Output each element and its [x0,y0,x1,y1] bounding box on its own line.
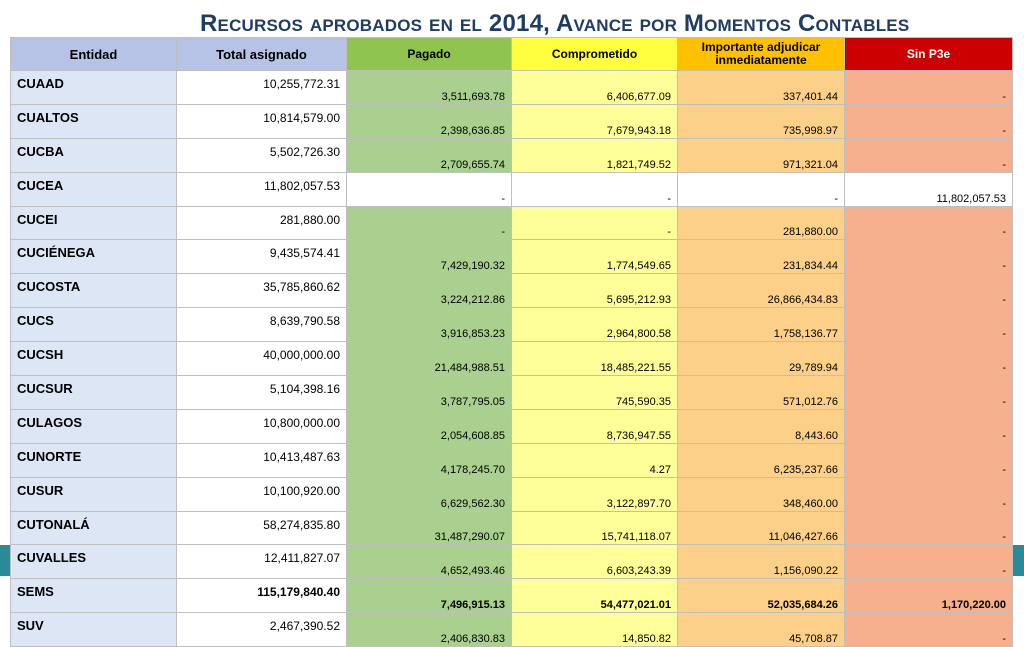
comprometido-cell: 54,477,021.01 [512,579,678,613]
sin-p3e-cell: - [845,71,1013,105]
pagado-cell: 7,429,190.32 [347,240,512,274]
entity-cell: CUCS [11,308,177,342]
comprometido-cell: 2,964,800.58 [512,308,678,342]
importante-adjudicar-cell: 26,866,434.83 [678,274,845,308]
table-row [11,206,1013,240]
total-asignado-cell: 2,467,390.52 [177,613,347,647]
importante-adjudicar-cell: - [678,172,845,206]
total-asignado-cell: 9,435,574.41 [177,240,347,274]
total-asignado-cell: 58,274,835.80 [177,511,347,545]
sin-p3e-cell: - [845,511,1013,545]
entity-cell: CUVALLES [11,545,177,579]
sin-p3e-cell: - [845,308,1013,342]
importante-adjudicar-cell: 6,235,237.66 [678,443,845,477]
sin-p3e-cell: - [845,274,1013,308]
importante-adjudicar-cell: 971,321.04 [678,138,845,172]
budget-table [10,37,1013,647]
importante-adjudicar-cell: 52,035,684.26 [678,579,845,613]
table-body [11,71,1013,647]
entity-cell: CUCEI [11,206,177,240]
pagado-cell: 21,484,988.51 [347,342,512,376]
total-asignado-cell: 10,255,772.31 [177,71,347,105]
sin-p3e-cell: - [845,545,1013,579]
comprometido-cell: 6,603,243.39 [512,545,678,579]
importante-adjudicar-cell: 337,401.44 [678,71,845,105]
comprometido-cell: 14,850.82 [512,613,678,647]
sin-p3e-cell: - [845,240,1013,274]
entity-cell: CUCOSTA [11,274,177,308]
total-asignado-cell: 11,802,057.53 [177,172,347,206]
table-row [11,477,1013,511]
pagado-cell: - [347,206,512,240]
entity-cell: CUCSH [11,342,177,376]
pagado-cell: 31,487,290.07 [347,511,512,545]
table-row [11,545,1013,579]
sin-p3e-cell: - [845,206,1013,240]
table-row [11,274,1013,308]
table-row [11,613,1013,647]
sin-p3e-cell: - [845,138,1013,172]
total-asignado-cell: 281,880.00 [177,206,347,240]
entity-cell: SEMS [11,579,177,613]
comprometido-cell: 1,821,749.52 [512,138,678,172]
entity-cell: CUCSUR [11,376,177,410]
total-asignado-cell: 10,100,920.00 [177,477,347,511]
sin-p3e-cell: - [845,376,1013,410]
pagado-cell: 3,511,693.78 [347,71,512,105]
pagado-cell: 4,178,245.70 [347,443,512,477]
comprometido-cell: 4.27 [512,443,678,477]
comprometido-cell: 745,590.35 [512,376,678,410]
entity-cell: CUCEA [11,172,177,206]
header-entidad: Entidad [11,38,177,71]
sin-p3e-cell: 1,170,220.00 [845,579,1013,613]
comprometido-cell: 7,679,943.18 [512,104,678,138]
pagado-cell: 6,629,562.30 [347,477,512,511]
importante-adjudicar-cell: 45,708.87 [678,613,845,647]
table-row [11,240,1013,274]
pagado-cell: 2,054,608.85 [347,409,512,443]
comprometido-cell: 3,122,897.70 [512,477,678,511]
entity-cell: CUCIÉNEGA [11,240,177,274]
comprometido-cell: 1,774,549.65 [512,240,678,274]
comprometido-cell: 15,741,118.07 [512,511,678,545]
entity-cell: CUCBA [11,138,177,172]
pagado-cell: 3,787,795.05 [347,376,512,410]
importante-adjudicar-cell: 571,012.76 [678,376,845,410]
pagado-cell: 2,709,655.74 [347,138,512,172]
header-row [11,38,1013,71]
importante-adjudicar-cell: 8,443.60 [678,409,845,443]
importante-adjudicar-cell: 11,046,427.66 [678,511,845,545]
comprometido-cell: 8,736,947.55 [512,409,678,443]
entity-cell: SUV [11,613,177,647]
table-row [11,138,1013,172]
entity-cell: CUALTOS [11,104,177,138]
pagado-cell: 7,496,915.13 [347,579,512,613]
total-asignado-cell: 5,502,726.30 [177,138,347,172]
pagado-cell: 2,406,830.83 [347,613,512,647]
table-row [11,172,1013,206]
table-row [11,409,1013,443]
table-row [11,308,1013,342]
sin-p3e-cell: - [845,104,1013,138]
total-asignado-cell: 8,639,790.58 [177,308,347,342]
importante-adjudicar-cell: 1,156,090.22 [678,545,845,579]
importante-adjudicar-cell: 29,789.94 [678,342,845,376]
table-row [11,443,1013,477]
importante-adjudicar-cell: 281,880.00 [678,206,845,240]
sin-p3e-cell: 11,802,057.53 [845,172,1013,206]
comprometido-cell: - [512,206,678,240]
comprometido-cell: 6,406,677.09 [512,71,678,105]
header-importante-adjudicar: Importante adjudicar inmediatamente [678,38,845,71]
comprometido-cell: - [512,172,678,206]
importante-adjudicar-cell: 231,834.44 [678,240,845,274]
header-total-asignado: Total asignado [177,38,347,71]
entity-cell: CUNORTE [11,443,177,477]
entity-cell: CUSUR [11,477,177,511]
pagado-cell: 3,916,853.23 [347,308,512,342]
importante-adjudicar-cell: 1,758,136.77 [678,308,845,342]
total-asignado-cell: 10,413,487.63 [177,443,347,477]
importante-adjudicar-cell: 348,460.00 [678,477,845,511]
comprometido-cell: 18,485,221.55 [512,342,678,376]
page-title: Recursos aprobados en el 2014, Avance por Momentos Contables [200,10,910,37]
sin-p3e-cell: - [845,409,1013,443]
sin-p3e-cell: - [845,342,1013,376]
comprometido-cell: 5,695,212.93 [512,274,678,308]
total-asignado-cell: 35,785,860.62 [177,274,347,308]
total-asignado-cell: 10,800,000.00 [177,409,347,443]
table-row [11,71,1013,105]
sin-p3e-cell: - [845,477,1013,511]
table-row [11,342,1013,376]
entity-cell: CULAGOS [11,409,177,443]
total-asignado-cell: 40,000,000.00 [177,342,347,376]
table-row [11,579,1013,613]
entity-cell: CUAAD [11,71,177,105]
total-asignado-cell: 5,104,398.16 [177,376,347,410]
pagado-cell: 4,652,493.46 [347,545,512,579]
header-comprometido: Comprometido [512,38,678,71]
header-sin-p3e: Sin P3e [845,38,1013,71]
sin-p3e-cell: - [845,613,1013,647]
pagado-cell: 2,398,636.85 [347,104,512,138]
entity-cell: CUTONALÁ [11,511,177,545]
total-asignado-cell: 12,411,827.07 [177,545,347,579]
table-row [11,376,1013,410]
sin-p3e-cell: - [845,443,1013,477]
header-pagado: Pagado [347,38,512,71]
table-row [11,104,1013,138]
total-asignado-cell: 10,814,579.00 [177,104,347,138]
pagado-cell: - [347,172,512,206]
pagado-cell: 3,224,212.86 [347,274,512,308]
table-row [11,511,1013,545]
importante-adjudicar-cell: 735,998.97 [678,104,845,138]
total-asignado-cell: 115,179,840.40 [177,579,347,613]
